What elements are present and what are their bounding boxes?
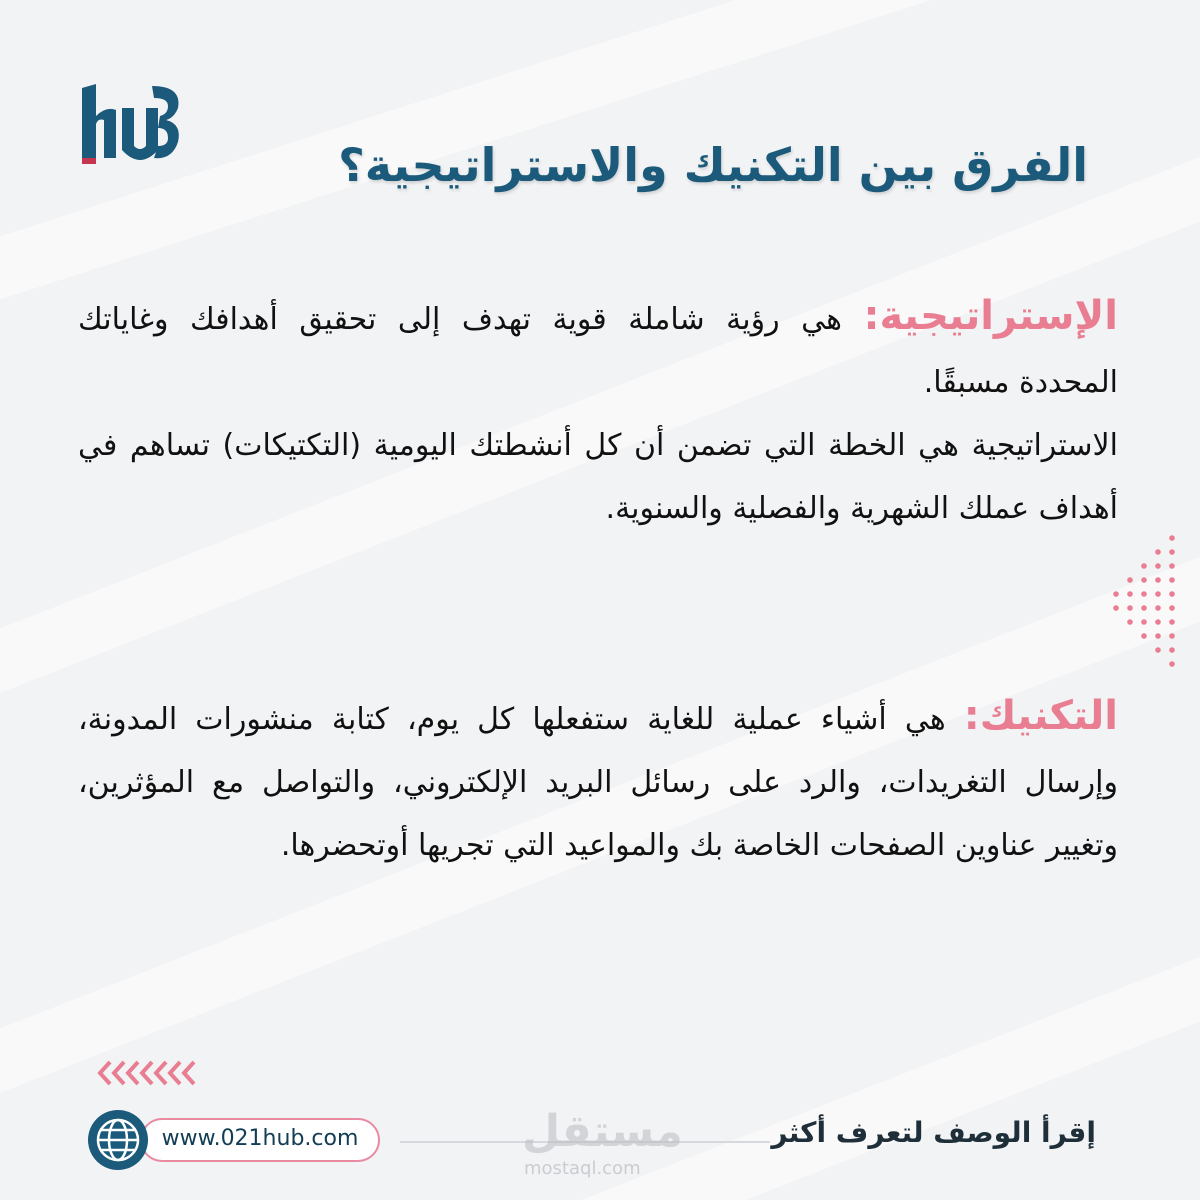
watermark-arabic: مستقل bbox=[522, 1106, 683, 1157]
strategy-term: الإستراتيجية: bbox=[863, 293, 1118, 339]
tactic-paragraph bbox=[78, 685, 1118, 877]
read-more-cta: إقرأ الوصف لتعرف أكثر bbox=[771, 1116, 1096, 1149]
dot-pattern bbox=[1080, 530, 1180, 680]
strategy-definition: هي رؤية شاملة قوية تهدف إلى تحقيق أهدافك وغاياتك المحددة مسبقًا. bbox=[78, 302, 1118, 400]
chevron-arrows-icon bbox=[96, 1058, 206, 1088]
tactic-definition: هي أشياء عملية للغاية ستفعلها كل يوم، كتابة منشورات المدونة، وإرسال التغريدات، والرد على رسائل البريد الإلكتروني، والتواصل مع المؤثرين، وتغيير عناوين الصفحات الخاصة بك والمواعيد التي تجريها أوتحضرها. bbox=[78, 702, 1118, 863]
website-link[interactable]: www.021hub.com bbox=[161, 1126, 359, 1151]
hub-logo bbox=[74, 78, 184, 168]
page-title: الفرق بين التكنيك والاستراتيجية؟ bbox=[338, 138, 1088, 192]
strategy-explanation: الاستراتيجية هي الخطة التي تضمن أن كل أنشطتك اليومية (التكتيكات) تساهم في أهداف عملك الشهرية والفصلية والسنوية. bbox=[78, 428, 1118, 526]
watermark-latin: mostaql.com bbox=[524, 1158, 641, 1179]
tactic-term: التكنيك: bbox=[963, 693, 1118, 739]
globe-icon bbox=[86, 1108, 150, 1172]
strategy-paragraph bbox=[78, 285, 1118, 540]
